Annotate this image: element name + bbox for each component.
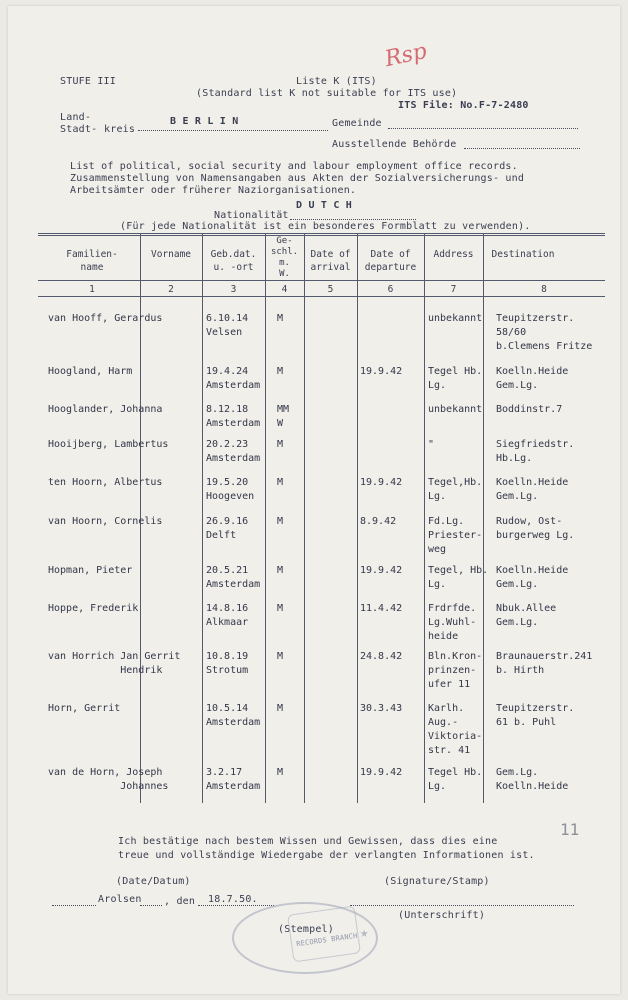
cell-name: Hooijberg, Lambertus bbox=[48, 439, 169, 450]
cell-destination: Koelln.Heide Gem.Lg. bbox=[496, 565, 569, 590]
col-header-departure: Date of departure bbox=[364, 249, 417, 273]
cell-birth: 8.12.18 Amsterdam bbox=[206, 404, 261, 429]
cell-birth: 26.9.16 Delft bbox=[206, 516, 249, 541]
cell-destination: Boddinstr.7 bbox=[496, 404, 563, 415]
cell-departure: 30.3.43 bbox=[360, 703, 403, 714]
stamp-star-icon: ★ bbox=[360, 925, 369, 941]
den-label: , den bbox=[164, 896, 196, 907]
table-top-rule bbox=[38, 233, 605, 234]
cell-sex: M bbox=[277, 477, 284, 488]
liste-title: Liste K (ITS) bbox=[296, 76, 377, 87]
cell-destination: Teupitzerstr. 61 b. Puhl bbox=[496, 703, 575, 728]
stempel-label: (Stempel) bbox=[278, 924, 334, 935]
cell-address: Tegel Hb. Lg. bbox=[428, 767, 483, 792]
nationality-dotted-line bbox=[290, 219, 416, 220]
col-header-destination: Destination bbox=[491, 249, 555, 260]
cell-birth: 3.2.17 Amsterdam bbox=[206, 767, 261, 792]
col-header-arrival: Date of arrival bbox=[310, 249, 351, 273]
cell-birth: 19.4.24 Amsterdam bbox=[206, 366, 261, 391]
cell-birth: 10.8.19 Strotum bbox=[206, 651, 249, 676]
col-number-2: 2 bbox=[168, 284, 174, 295]
cell-address: " bbox=[428, 439, 435, 450]
cell-address: Tegel,Hb. Lg. bbox=[428, 477, 483, 502]
cell-address: Karlh. Aug.- Viktoria- str. 41 bbox=[428, 703, 483, 756]
cell-sex: MM W bbox=[277, 404, 290, 429]
stufe-label: STUFE III bbox=[60, 76, 116, 87]
cell-name: van Horrich Jan Gerrit Hendrik bbox=[48, 651, 181, 676]
cell-name: Hopman, Pieter bbox=[48, 565, 133, 576]
cell-sex: M bbox=[277, 651, 284, 662]
cell-destination: Koelln.Heide Gem.Lg. bbox=[496, 366, 569, 391]
table-number-rule bbox=[38, 296, 605, 297]
cell-sex: M bbox=[277, 767, 284, 778]
standard-note: (Standard list K not suitable for ITS use) bbox=[196, 88, 458, 99]
col-divider-5 bbox=[357, 233, 358, 803]
col-number-1: 1 bbox=[89, 284, 95, 295]
col-number-8: 8 bbox=[541, 284, 547, 295]
col-divider-2 bbox=[202, 233, 203, 803]
cell-destination: Koelln.Heide Gem.Lg. bbox=[496, 477, 569, 502]
date-dotted-line bbox=[198, 905, 274, 906]
cell-departure: 24.8.42 bbox=[360, 651, 403, 662]
col-number-6: 6 bbox=[387, 284, 394, 295]
date-value: 18.7.50. bbox=[208, 894, 258, 905]
signature-label: (Signature/Stamp) bbox=[384, 876, 490, 887]
col-divider-3 bbox=[265, 233, 266, 803]
col-divider-7 bbox=[483, 233, 484, 803]
cell-departure: 8.9.42 bbox=[360, 516, 397, 527]
description-de-2: Arbeitsämter oder früherer Naziorganisationen. bbox=[70, 185, 357, 196]
cell-destination: Braunauerstr.241 b. Hirth bbox=[496, 651, 593, 676]
col-number-3: 3 bbox=[230, 284, 237, 295]
cell-address: Tegel Hb. Lg. bbox=[428, 366, 483, 391]
col-number-4: 4 bbox=[281, 284, 288, 295]
cell-birth: 10.5.14 Amsterdam bbox=[206, 703, 261, 728]
cell-birth: 14.8.16 Alkmaar bbox=[206, 603, 249, 628]
land-stadt-label: Land- Stadt- bbox=[60, 112, 98, 135]
description-en: List of political, social security and labour employment office records. bbox=[70, 161, 518, 172]
cell-name: Hoppe, Frederik bbox=[48, 603, 139, 614]
cell-address: Tegel, Hb. Lg. bbox=[428, 565, 489, 590]
place-dotted-line-left bbox=[52, 905, 96, 906]
cell-destination: Teupitzerstr. 58/60 b.Clemens Fritze bbox=[496, 313, 593, 352]
gemeinde-dotted-line bbox=[388, 128, 578, 129]
cell-name: Hooglander, Johanna bbox=[48, 404, 163, 415]
place-dotted-line-right bbox=[140, 905, 162, 906]
cell-sex: M bbox=[277, 516, 284, 527]
cell-address: Bln.Kron- prinzen- ufer 11 bbox=[428, 651, 483, 690]
confirmation-line-1: Ich bestätige nach bestem Wissen und Gewissen, dass dies eine bbox=[118, 836, 498, 847]
cell-destination: Siegfriedstr. Hb.Lg. bbox=[496, 439, 575, 464]
nationality-value: D U T C H bbox=[296, 200, 352, 211]
nationality-note: (Für jede Nationalität ist ein besonderes Formblatt zu verwenden). bbox=[120, 221, 531, 232]
cell-departure: 19.9.42 bbox=[360, 767, 403, 778]
cell-address: Frdrfde. Lg.Wuhl- heide bbox=[428, 603, 477, 642]
cell-sex: M bbox=[277, 366, 284, 377]
cell-sex: M bbox=[277, 313, 284, 324]
kreis-dotted-line bbox=[138, 130, 328, 131]
stamp-text: RECORDS BRANCH bbox=[295, 931, 359, 949]
cell-name: ten Hoorn, Albertus bbox=[48, 477, 163, 488]
col-header-address: Address bbox=[433, 249, 474, 260]
confirmation-line-2: treue und vollständige Wiedergabe der verlangten Informationen ist. bbox=[118, 850, 535, 861]
kreis-label: kreis bbox=[104, 124, 136, 135]
gemeinde-label: Gemeinde bbox=[332, 118, 382, 129]
cell-birth: 20.2.23 Amsterdam bbox=[206, 439, 261, 464]
place-value: Arolsen bbox=[98, 894, 142, 905]
behoerde-dotted-line bbox=[464, 148, 580, 149]
col-number-7: 7 bbox=[450, 284, 457, 295]
col-number-5: 5 bbox=[327, 284, 334, 295]
cell-sex: M bbox=[277, 703, 284, 714]
cell-birth: 20.5.21 Amsterdam bbox=[206, 565, 261, 590]
col-header-familienname: Familien- name bbox=[66, 249, 118, 273]
nationality-label: Nationalität bbox=[214, 210, 289, 221]
cell-address: unbekannt bbox=[428, 404, 483, 415]
description-de-1: Zusammenstellung von Namensangaben aus Akten der Sozialversicherungs- und bbox=[70, 173, 525, 184]
col-header-geschl: Ge- schl. m. W. bbox=[270, 236, 299, 279]
behoerde-label: Ausstellende Behörde bbox=[332, 139, 457, 150]
cell-departure: 11.4.42 bbox=[360, 603, 403, 614]
cell-name: van Hoorn, Cornelis bbox=[48, 516, 163, 527]
cell-name: van Hooff, Gerardus bbox=[48, 313, 163, 324]
signature-dotted-line bbox=[350, 905, 574, 906]
cell-birth: 19.5.20 Hoogeven bbox=[206, 477, 255, 502]
table-top-rule-2 bbox=[38, 235, 605, 236]
cell-departure: 19.9.42 bbox=[360, 477, 403, 488]
unterschrift-label: (Unterschrift) bbox=[398, 910, 486, 921]
file-number: ITS File: No.F-7-2480 bbox=[398, 100, 529, 111]
cell-sex: M bbox=[277, 439, 284, 450]
cell-sex: M bbox=[277, 565, 284, 576]
col-header-vorname: Vorname bbox=[150, 249, 192, 260]
col-divider-4 bbox=[304, 233, 305, 803]
cell-name: van de Horn, Joseph Johannes bbox=[48, 767, 169, 792]
cell-name: Horn, Gerrit bbox=[48, 703, 121, 714]
city-name: B E R L I N bbox=[170, 116, 239, 127]
date-label: (Date/Datum) bbox=[116, 876, 191, 887]
col-divider-6 bbox=[424, 233, 425, 803]
cell-name: Hoogland, Harm bbox=[48, 366, 133, 377]
table-header-rule bbox=[38, 280, 605, 281]
cell-birth: 6.10.14 Velsen bbox=[206, 313, 249, 338]
cell-destination: Rudow, Ost- burgerweg Lg. bbox=[496, 516, 575, 541]
handwritten-mark: Rsp bbox=[382, 38, 430, 73]
cell-destination: Nbuk.Allee Gem.Lg. bbox=[496, 603, 557, 628]
cell-destination: Gem.Lg. Koelln.Heide bbox=[496, 767, 569, 792]
cell-sex: M bbox=[277, 603, 284, 614]
cell-departure: 19.9.42 bbox=[360, 565, 403, 576]
col-header-geb-dat: Geb.dat. u. -ort bbox=[210, 249, 257, 273]
cell-departure: 19.9.42 bbox=[360, 366, 403, 377]
cell-address: unbekannt bbox=[428, 313, 483, 324]
pencil-mark: 11 bbox=[560, 820, 580, 839]
cell-address: Fd.Lg. Priester- weg bbox=[428, 516, 483, 555]
